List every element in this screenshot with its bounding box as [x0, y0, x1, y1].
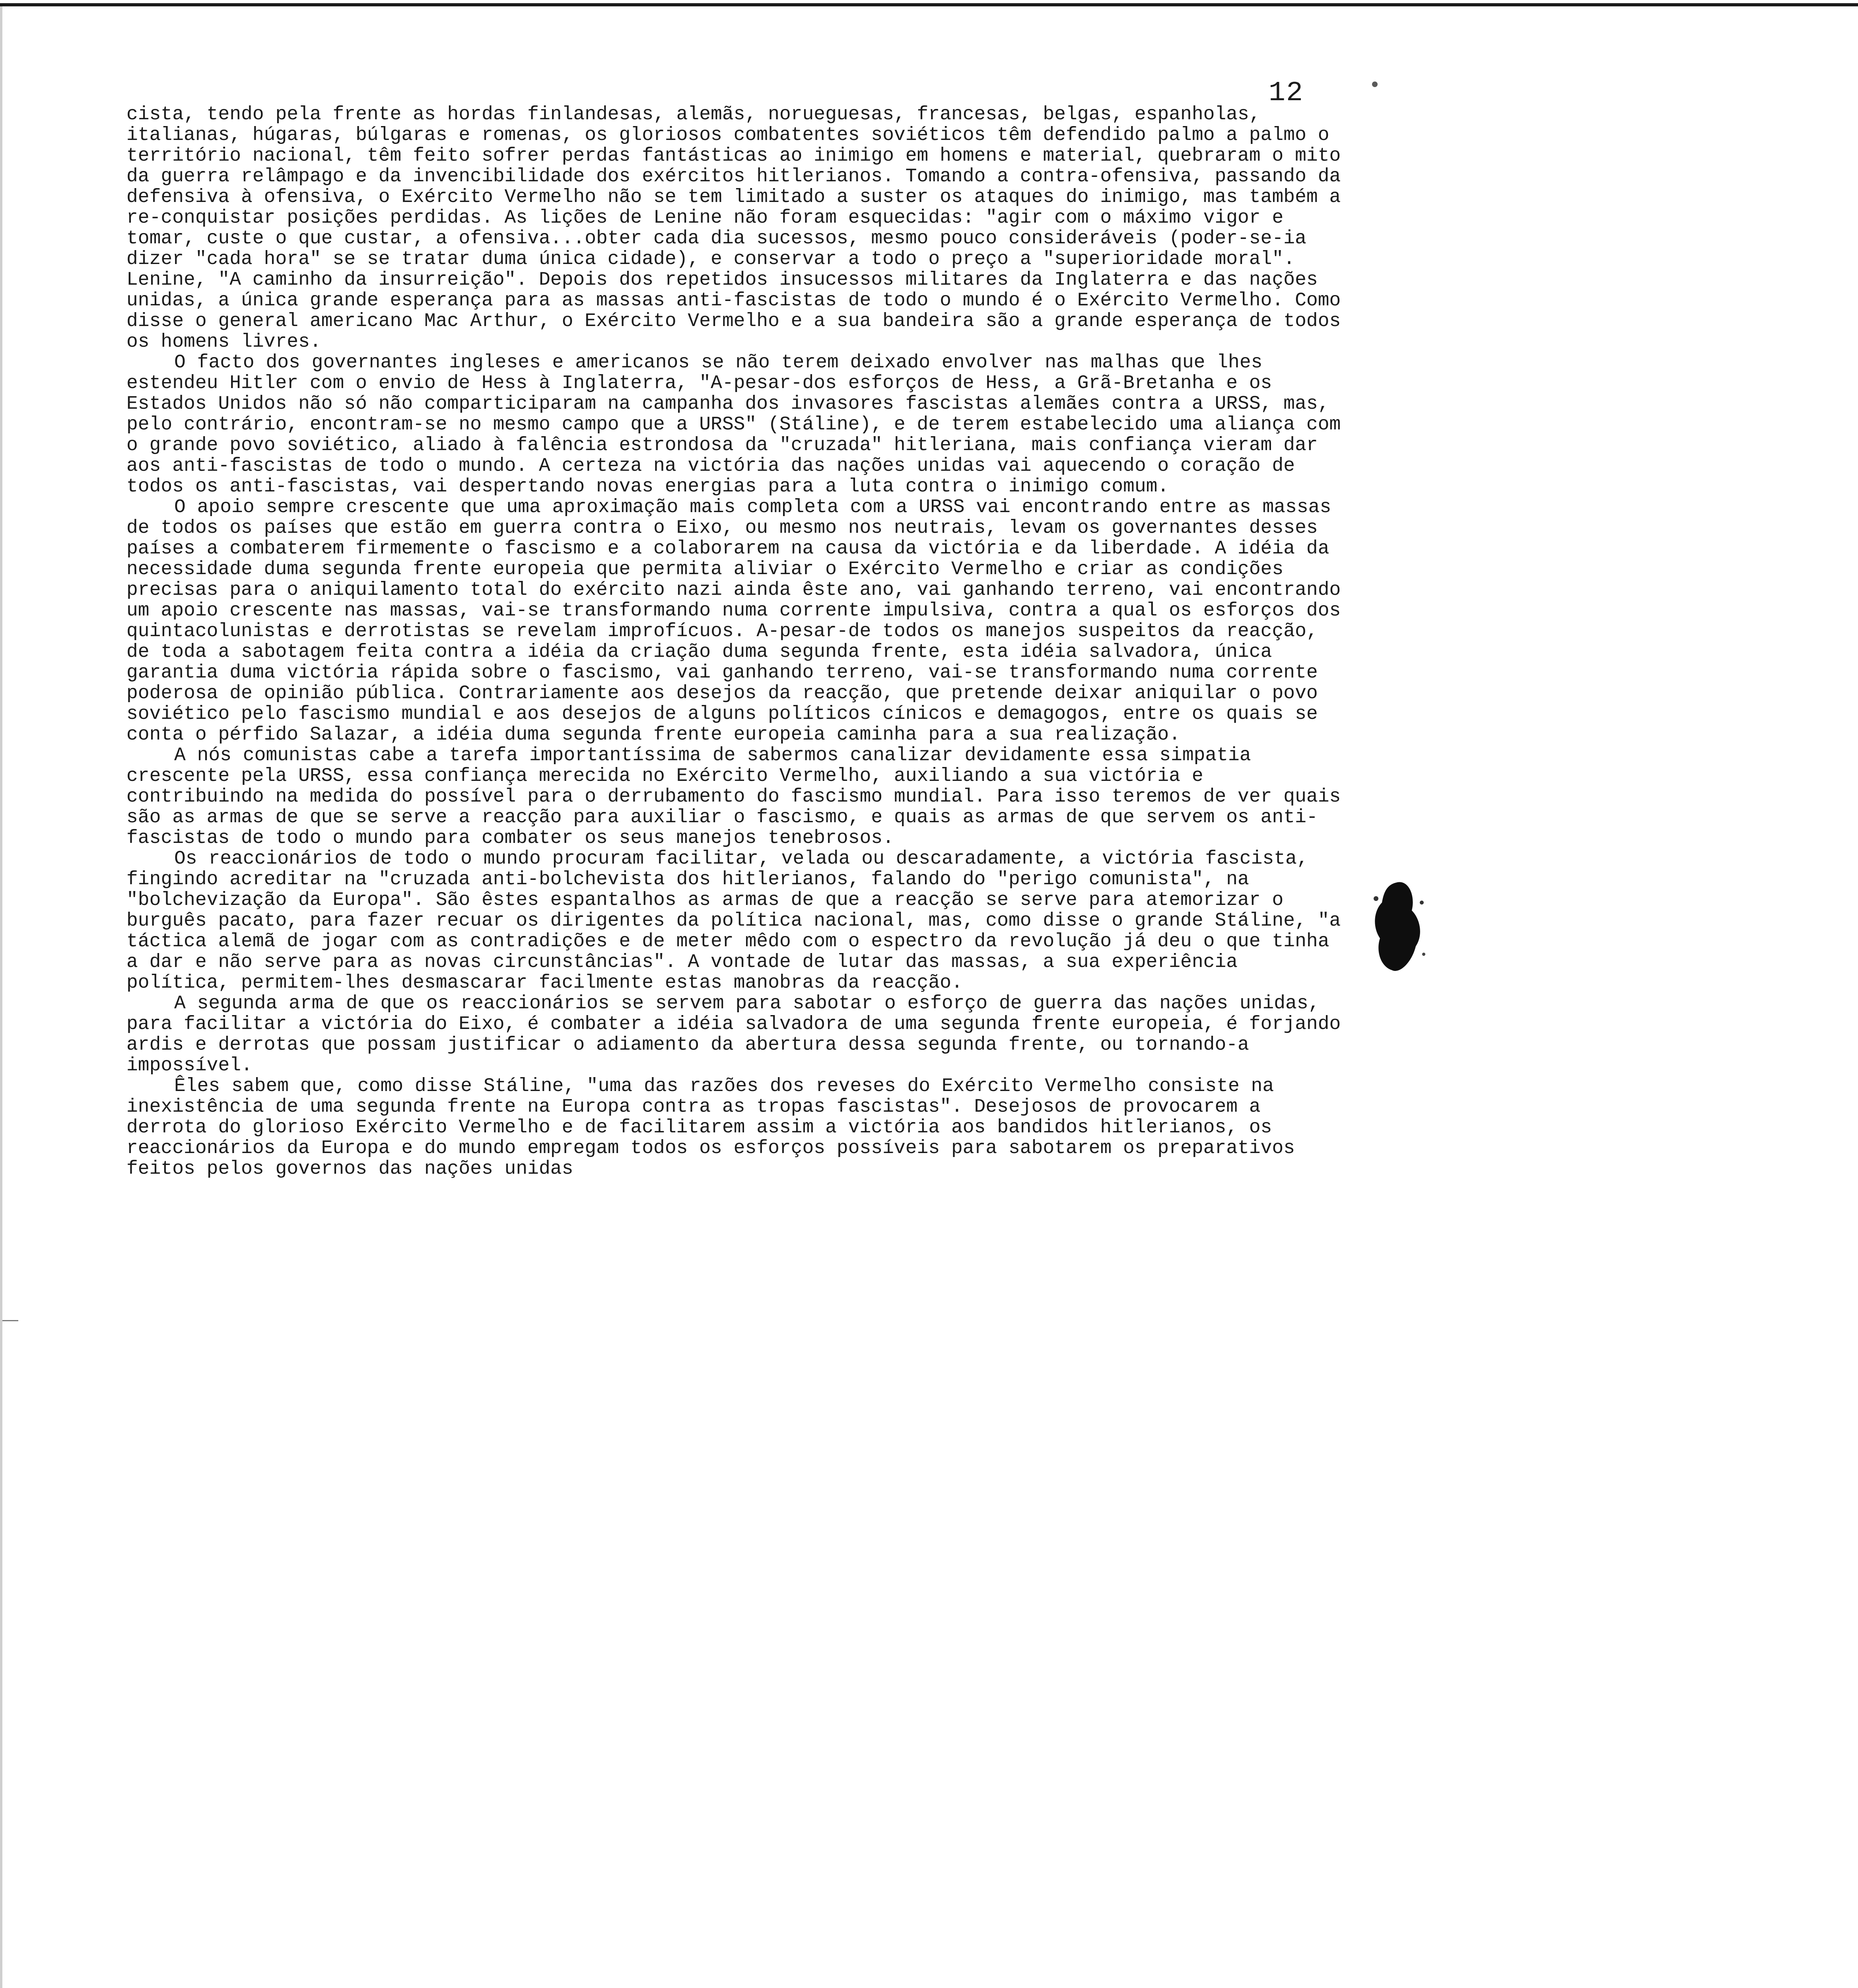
ink-blot: [1368, 875, 1428, 978]
paragraph: Êles sabem que, como disse Stáline, "uma das razões dos reveses do Exército Vermelho consiste na inexistência de uma segunda frente na Europa contra as tropas fascistas". Desejosos de provocarem a derrota do glorioso Exército Vermelho e de facilitarem assim a victória aos bandidos hitlerianos, os reaccionários da Europa e do mundo empregam todos os esforços possíveis para sabotarem os preparativos feitos pelos governos das nações unidas: [126, 1076, 1295, 1180]
scan-mark: [1372, 82, 1378, 87]
paragraph: cista, tendo pela frente as hordas finlandesas, alemãs, norueguesas, francesas, belgas, espanholas, italianas, húgaras, búlgaras e romenas, os gloriosos combatentes soviéticos têm defendido palmo a palmo o território nacional, têm feito sofrer perdas fantásticas ao inimigo em homens e material, quebraram o mito da guerra relâmpago e da invencibilidade dos exércitos hitlerianos. Tomando a contra-ofensiva, passando da defensiva à ofensiva, o Exército Vermelho não se tem limitado a suster os ataques do inimigo, mas também a re-conquistar posições perdidas. As lições de Lenine não foram esquecidas: "agir com o máximo vigor e tomar, custe o que custar, a ofensiva...obter cada dia sucessos, mesmo pouco consideráveis (poder-se-ia dizer "cada hora" se se tratar duma única cidade), e conservar a todo o preço a "superioridade moral". Lenine, "A caminho da insurreição". Depois dos repetidos insucessos militares da Inglaterra e das nações unidas, a única grande esperança para as massas anti-fascistas de todo o mundo é o Exército Vermelho. Como disse o general americano Mac Arthur, o Exército Vermelho e a sua bandeira são a grande esperança de todos os homens livres.: [126, 104, 1341, 353]
paragraph: Os reaccionários de todo o mundo procuram facilitar, velada ou descaradamente, a victória fascista, fingindo acreditar na "cruzada anti-bolchevista dos hitlerianos, falando do "perigo comunista", na "bolchevização da Europa". São êstes espantalhos as armas de que a reacção se serve para atemorizar o burguês pacato, para fazer recuar os dirigentes da política nacional, mas, como disse o grande Stáline, "a táctica alemã de jogar com as contradições e de meter mêdo com o espectro da revolução já deu o que tinha a dar e não serve para as novas circunstâncias". A vontade de lutar das massas, a sua experiência política, permitem-lhes desmascarar facilmente estas manobras da reacção.: [126, 848, 1341, 994]
scan-mark: [2, 1320, 18, 1321]
paragraph: O facto dos governantes ingleses e americanos se não terem deixado envolver nas malhas que lhes estendeu Hitler com o envio de Hess à Inglaterra, "A-pesar-dos esforços de Hess, a Grã-Bretanha e os Estados Unidos não só não comparticiparam na campanha dos invasores fascistas alemães contra a URSS, mas, pelo contrário, encontram-se no mesmo campo que a URSS" (Stáline), e de terem estabelecido uma aliança com o grande povo soviético, aliado à falência estrondosa da "cruzada" hitleriana, mais confiança vieram dar aos anti-fascistas de todo o mundo. A certeza na victória das nações unidas vai aquecendo o coração de todos os anti-fascistas, vai despertando novas energias para a luta contra o inimigo comum.: [126, 352, 1341, 497]
document-body: [126, 104, 1343, 1179]
paragraph: O apoio sempre crescente que uma aproximação mais completa com a URSS vai encontrando entre as massas de todos os países que estão em guerra contra o Eixo, ou mesmo nos neutrais, levam os governantes desses países a combaterem firmemente o fascismo e a colaborarem na causa da victória e da liberdade. A idéia da necessidade duma segunda frente europeia que permita aliviar o Exército Vermelho e criar as condições precisas para o aniquilamento total do exército nazi ainda êste ano, vai ganhando terreno, vai encontrando um apoio crescente nas massas, vai-se transformando numa corrente impulsiva, contra a qual os esforços dos quintacolunistas e derrotistas se revelam improfícuos. A-pesar-de todos os manejos suspeitos da reacção, de toda a sabotagem feita contra a idéia da criação duma segunda frente, esta idéia salvadora, única garantia duma victória rápida sobre o fascismo, vai ganhando terreno, vai-se transformando numa corrente poderosa de opinião pública. Contrariamente aos desejos da reacção, que pretende deixar aniquilar o povo soviético pelo fascismo mundial e aos desejos de alguns políticos cínicos e demagogos, entre os quais se conta o pérfido Salazar, a idéia duma segunda frente europeia caminha para a sua realização.: [126, 497, 1341, 746]
scan-top-edge: [0, 3, 1858, 6]
scan-left-edge: [0, 6, 2, 1988]
page-number: 12: [1269, 78, 1304, 109]
paragraph: A segunda arma de que os reaccionários se servem para sabotar o esforço de guerra das nações unidas, para facilitar a victória do Eixo, é combater a idéia salvadora de uma segunda frente europeia, é forjando ardis e derrotas que possam justificar o adiamento da abertura dessa segunda frente, ou tornando-a impossível.: [126, 993, 1341, 1076]
paragraph: A nós comunistas cabe a tarefa importantíssima de sabermos canalizar devidamente essa simpatia crescente pela URSS, essa confiança merecida no Exército Vermelho, auxiliando a sua victória e contribuindo na medida do possível para o derrubamento do fascismo mundial. Para isso teremos de ver quais são as armas de que se serve a reacção para auxiliar o fascismo, e quais as armas de que servem os anti-fascistas de todo o mundo para combater os seus manejos tenebrosos.: [126, 745, 1341, 849]
